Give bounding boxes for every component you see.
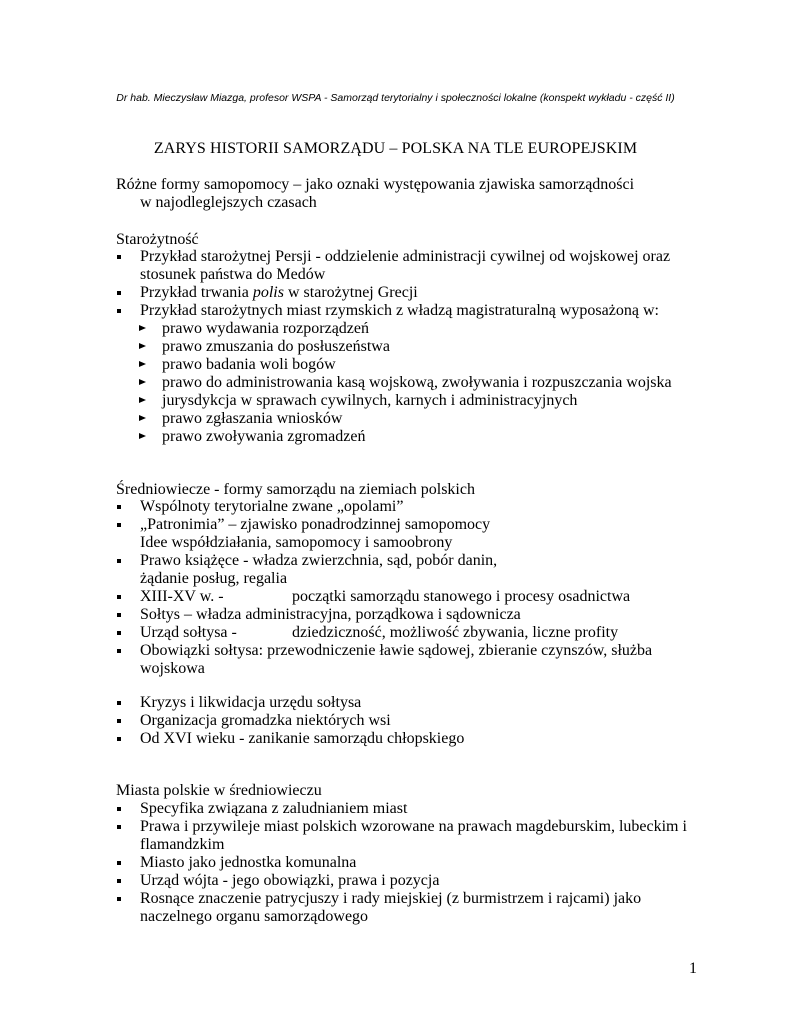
- middle-ages-bullet-6-label: Urząd sołtysa -: [140, 624, 237, 641]
- bullet-arrow-icon: [139, 433, 146, 439]
- intro-line-1: Różne formy samopomocy – jako oznaki występowania zjawiska samorządności: [116, 176, 635, 193]
- towns-bullet-1: Specyfika związana z zaludnianiem miast: [140, 800, 408, 817]
- antiquity-bullet-2-post: w starożytnej Grecji: [283, 284, 418, 301]
- middle-ages-bullet-4-text: początki samorządu stanowego i procesy osadnictwa: [292, 588, 631, 605]
- bullet-arrow-icon: [139, 361, 146, 367]
- bullet-square-icon: [117, 559, 121, 563]
- middle-ages-bullet-5: Sołtys – władza administracyjna, porządkowa i sądownicza: [140, 606, 521, 623]
- middle-ages-bullet-8: Kryzys i likwidacja urzędu sołtysa: [140, 694, 362, 711]
- right-item: prawo wydawania rozporządzeń: [162, 320, 370, 337]
- bullet-arrow-icon: [139, 379, 146, 385]
- intro-line-2: w najodleglejszych czasach: [140, 194, 317, 211]
- bullet-square-icon: [117, 649, 121, 653]
- antiquity-bullet-1-line-2: stosunek państwa do Medów: [140, 266, 326, 283]
- bullet-square-icon: [117, 505, 121, 509]
- middle-ages-bullet-1: Wspólnoty terytorialne zwane „opolami”: [140, 498, 404, 515]
- right-item: prawo badania woli bogów: [162, 356, 336, 373]
- right-item: prawo do administrowania kasą wojskową, zwoływania i rozpuszczania wojska: [162, 374, 672, 391]
- antiquity-bullet-1-line-1: Przykład starożytnej Persji - oddzielenie administracji cywilnej od wojskowej oraz: [140, 248, 671, 265]
- bullet-arrow-icon: [139, 325, 146, 331]
- bullet-square-icon: [117, 719, 121, 723]
- section-heading-middle-ages: Średniowiecze - formy samorządu na ziemiach polskich: [116, 481, 475, 498]
- middle-ages-bullet-9: Organizacja gromadzka niektórych wsi: [140, 712, 391, 729]
- document-title: ZARYS HISTORII SAMORZĄDU – POLSKA NA TLE EUROPEJSKIM: [153, 140, 638, 157]
- bullet-square-icon: [117, 613, 121, 617]
- antiquity-bullet-2: [140, 284, 418, 302]
- bullet-square-icon: [117, 595, 121, 599]
- antiquity-bullet-2-pre: Przykład trwania: [140, 284, 253, 301]
- towns-bullet-5-line-1: Rosnące znaczenie patrycjuszy i rady miejskiej (z burmistrzem i rajcami) jako: [140, 890, 642, 907]
- middle-ages-bullet-2-line-2: Idee współdziałania, samopomocy i samoobrony: [140, 534, 453, 551]
- bullet-square-icon: [117, 737, 121, 741]
- bullet-square-icon: [117, 807, 121, 811]
- bullet-square-icon: [117, 825, 121, 829]
- bullet-square-icon: [117, 255, 121, 259]
- right-item: jurysdykcja w sprawach cywilnych, karnych i administracyjnych: [162, 392, 578, 409]
- middle-ages-bullet-4-label: XIII-XV w. -: [140, 588, 224, 605]
- page-header: Dr hab. Mieczysław Miazga, profesor WSPA - Samorząd terytorialny i społeczności lokalne (konspekt wykładu - część II): [116, 92, 675, 104]
- bullet-arrow-icon: [139, 397, 146, 403]
- antiquity-bullet-3: Przykład starożytnych miast rzymskich z władzą magistraturalną wyposażoną w:: [140, 302, 659, 319]
- bullet-square-icon: [117, 701, 121, 705]
- middle-ages-bullet-7-line-2: wojskowa: [140, 660, 205, 677]
- antiquity-bullet-2-italic: polis: [252, 284, 284, 301]
- right-item: prawo zgłaszania wniosków: [162, 410, 343, 427]
- bullet-arrow-icon: [139, 343, 146, 349]
- towns-bullet-2-line-1: Prawa i przywileje miast polskich wzorowane na prawach magdeburskim, lubeckim i: [140, 818, 687, 835]
- middle-ages-bullet-3-line-2: żądanie posług, regalia: [140, 570, 288, 587]
- bullet-square-icon: [117, 879, 121, 883]
- bullet-square-icon: [117, 309, 121, 313]
- bullet-square-icon: [117, 861, 121, 865]
- bullet-square-icon: [117, 523, 121, 527]
- section-heading-towns: Miasta polskie w średniowieczu: [116, 782, 322, 799]
- page-number: 1: [689, 960, 697, 977]
- towns-bullet-5-line-2: naczelnego organu samorządowego: [140, 908, 369, 925]
- middle-ages-bullet-10: Od XVI wieku - zanikanie samorządu chłopskiego: [140, 730, 465, 747]
- middle-ages-bullet-2-line-1: „Patronimia” – zjawisko ponadrodzinnej samopomocy: [140, 516, 491, 533]
- bullet-arrow-icon: [139, 415, 146, 421]
- towns-bullet-4: Urząd wójta - jego obowiązki, prawa i pozycja: [140, 872, 440, 889]
- bullet-square-icon: [117, 291, 121, 295]
- towns-bullet-2-line-2: flamandzkim: [140, 836, 225, 853]
- right-item: prawo zwoływania zgromadzeń: [162, 428, 366, 445]
- bullet-square-icon: [117, 631, 121, 635]
- towns-bullet-3: Miasto jako jednostka komunalna: [140, 854, 357, 871]
- right-item: prawo zmuszania do posłuszeństwa: [162, 338, 390, 355]
- middle-ages-bullet-3-line-1: Prawo książęce - władza zwierzchnia, sąd, pobór danin,: [140, 552, 498, 569]
- middle-ages-bullet-7-line-1: Obowiązki sołtysa: przewodniczenie ławie sądowej, zbieranie czynszów, służba: [140, 642, 653, 659]
- bullet-square-icon: [117, 897, 121, 901]
- middle-ages-bullet-6-text: dziedziczność, możliwość zbywania, liczne profity: [292, 624, 619, 641]
- section-heading-antiquity: Starożytność: [116, 231, 199, 248]
